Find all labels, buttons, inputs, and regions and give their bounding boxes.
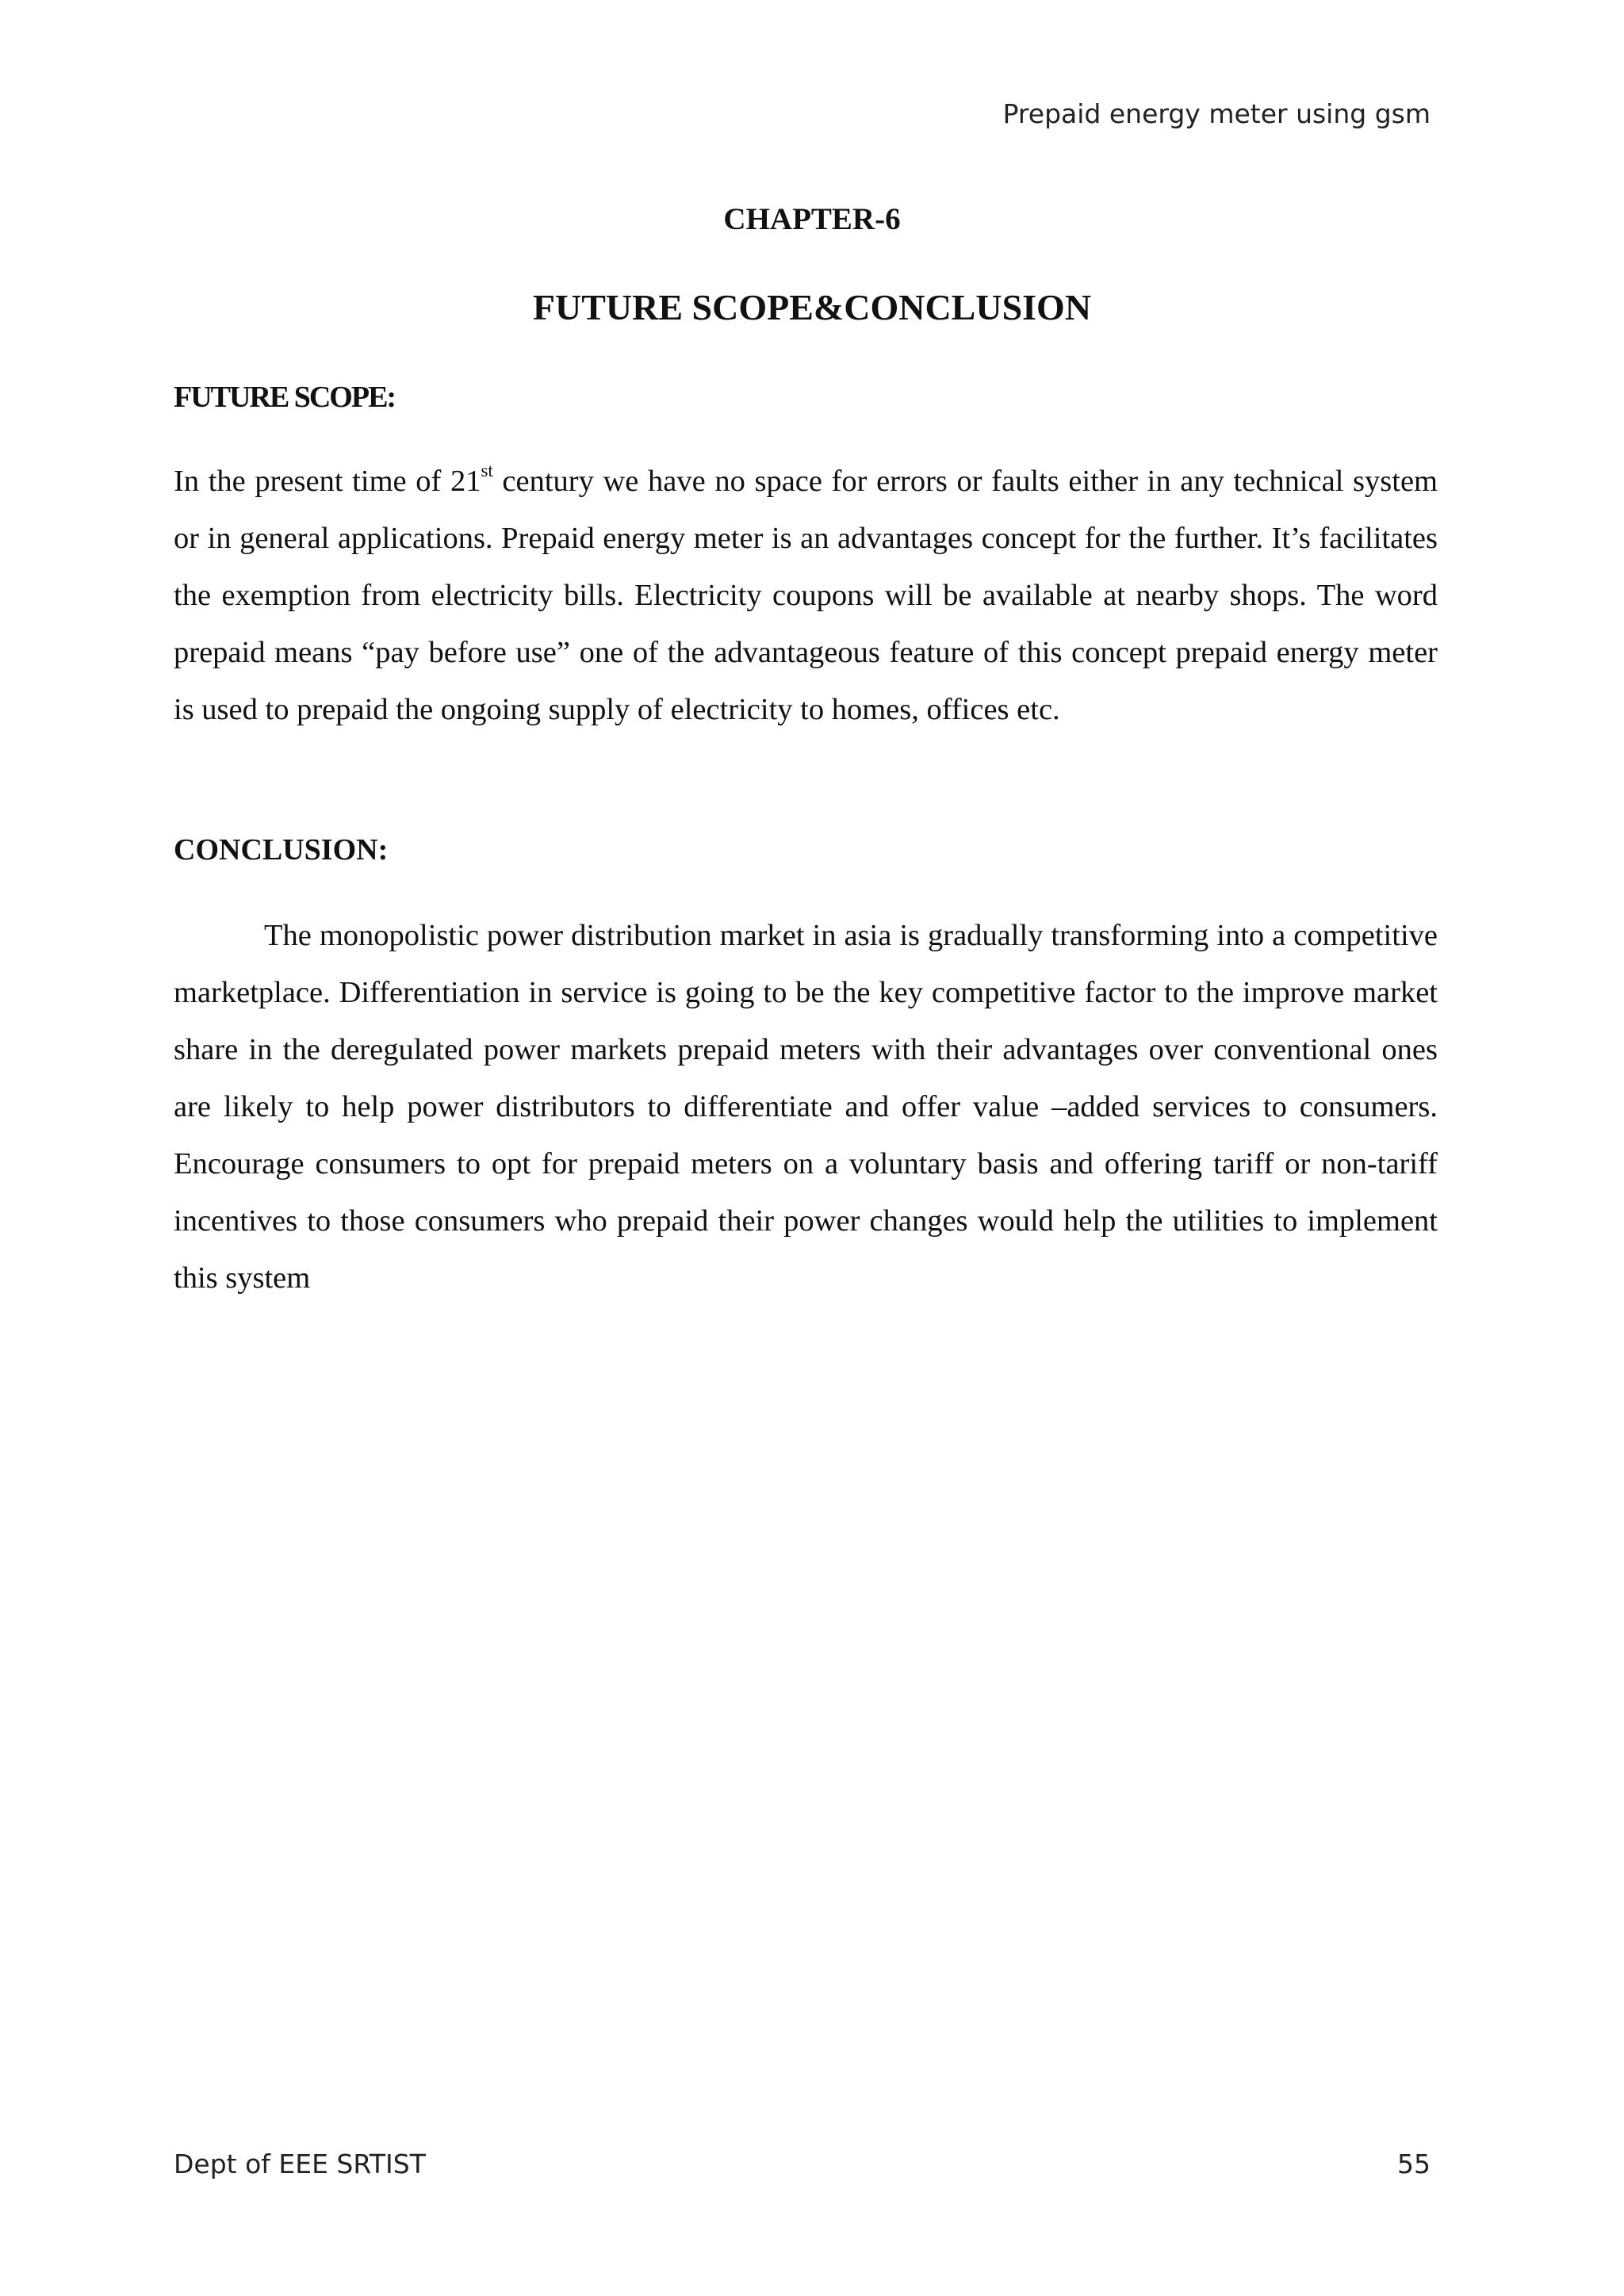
- conclusion-heading: CONCLUSION:: [174, 833, 389, 867]
- footer-department: Dept of EEE SRTIST: [174, 2149, 426, 2179]
- page-number: 55: [1397, 2149, 1431, 2179]
- future-scope-text-start: In the present time of 21: [174, 465, 481, 498]
- running-header: Prepaid energy meter using gsm: [1002, 98, 1431, 129]
- ordinal-superscript: st: [481, 461, 493, 481]
- chapter-label: CHAPTER-6: [723, 202, 901, 236]
- chapter-title: FUTURE SCOPE&CONCLUSION: [532, 287, 1092, 327]
- conclusion-paragraph: The monopolistic power distribution market in asia is gradually transforming into a competitive marketplace. Differentiation in service is going to be the key competitive factor to the improve market share in the deregulated power markets prepaid meters with their advantages over conventional ones are likely to help power distributors to differentiate and offer value –added services to consumers. Encourage consumers to opt for prepaid meters on a voluntary basis and offering tariff or non-tariff incentives to those consumers who prepaid their power changes would help the utilities to implement this system: [174, 919, 1438, 1295]
- future-scope-heading: FUTURE SCOPE:: [174, 381, 396, 414]
- future-scope-text-rest: century we have no space for errors or faults either in any technical system or in general applications. Prepaid energy meter is an advantages concept for the further. It’s facilitates the exemption from electricity bills. Electricity coupons will be available at nearby shops. The word prepaid means “pay before use” one of the advantageous feature of this concept prepaid energy meter is used to prepaid the ongoing supply of electricity to homes, offices etc.: [174, 465, 1438, 726]
- future-scope-paragraph: [174, 453, 1438, 738]
